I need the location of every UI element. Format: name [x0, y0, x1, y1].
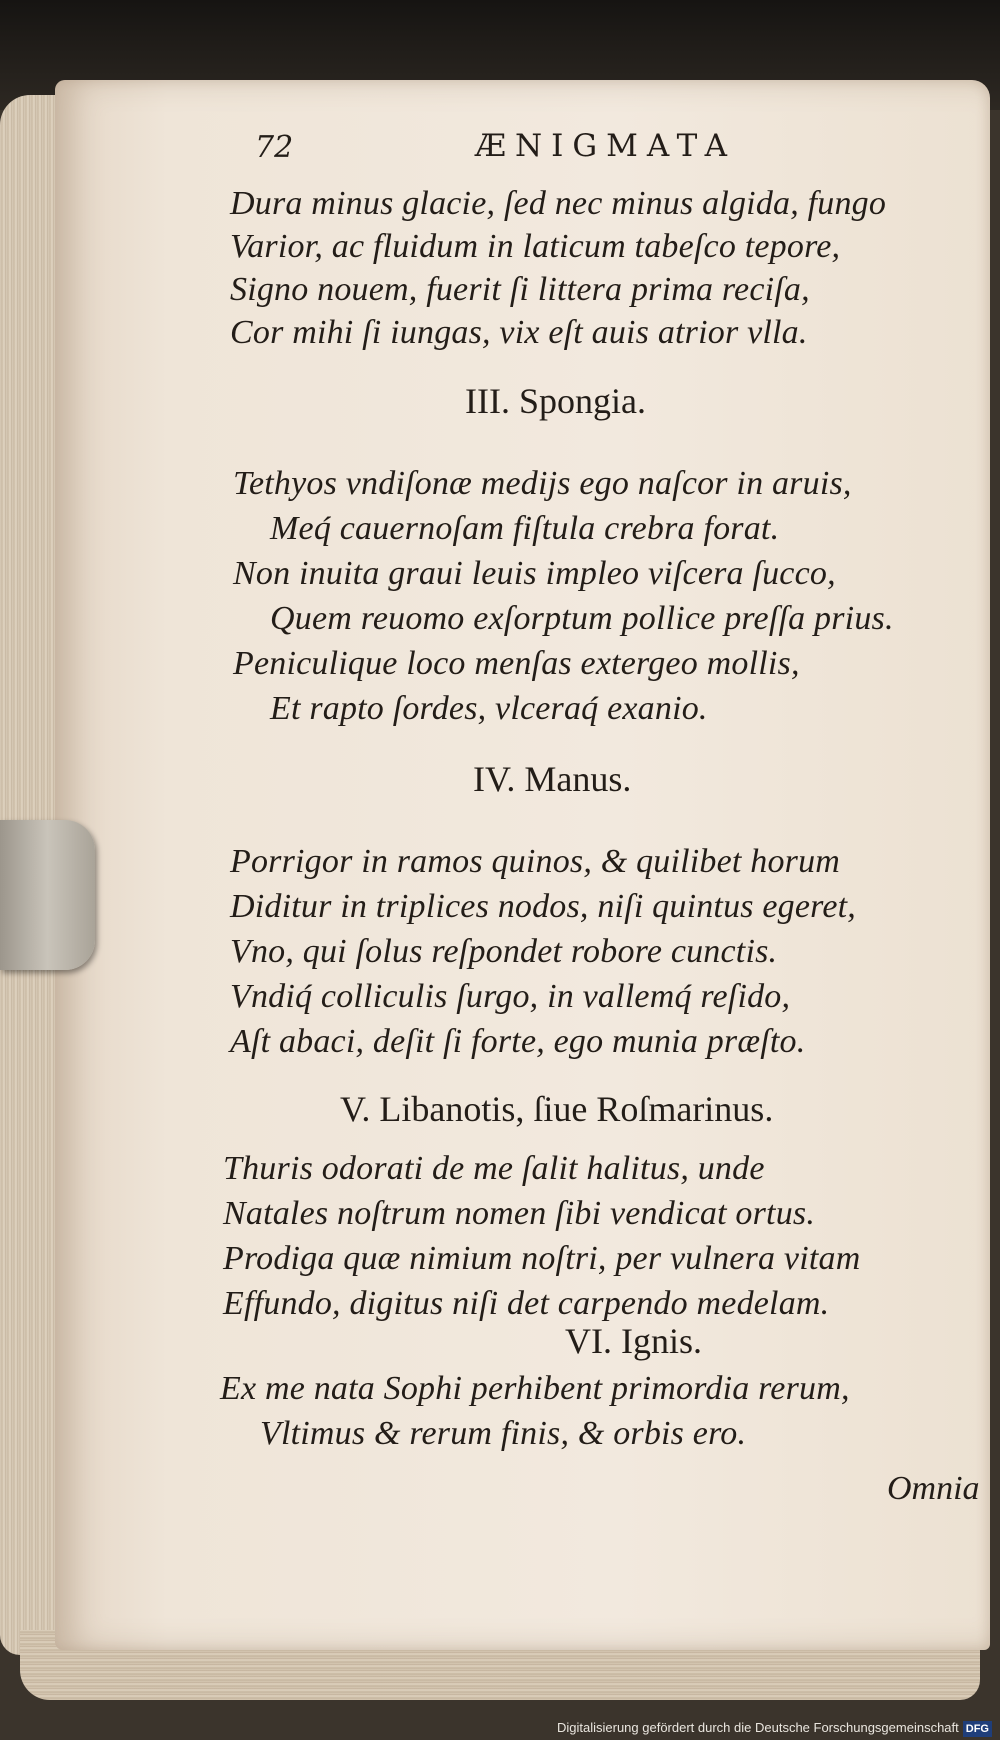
verse-line: Ex me nata Sophi perhibent primordia rerum, — [220, 1370, 850, 1407]
page-number: 72 — [255, 130, 294, 165]
verse-line: Quem reuomo exſorptum pollice preſſa prius. — [270, 600, 894, 637]
verse-line: Signo nouem, fuerit ſi littera prima reciſa, — [230, 271, 810, 308]
digitization-credit — [500, 1716, 1000, 1740]
book-page — [55, 80, 990, 1650]
verse-line: Diditur in triplices nodos, niſi quintus egeret, — [230, 888, 856, 925]
verse-line: Vno, qui ſolus reſpondet robore cunctis. — [230, 933, 778, 970]
verse-line: Et rapto ſordes, vlceraq́ exanio. — [270, 690, 708, 727]
credit-text: Digitalisierung gefördert durch die Deutsche Forschungsgemeinschaft — [556, 1720, 959, 1735]
verse-line: Thuris odorati de me ſalit halitus, unde — [223, 1150, 765, 1187]
running-title: ÆNIGMATA — [475, 128, 736, 164]
dfg-logo: DFG — [963, 1721, 992, 1737]
verse-line: Natales noſtrum nomen ſibi vendicat ortus. — [223, 1195, 816, 1232]
verse-line: Effundo, digitus niſi det carpendo medelam. — [223, 1285, 830, 1322]
verse-line: Meq́ cauernoſam fiſtula crebra forat. — [270, 510, 780, 547]
section-title: IV. Manus. — [473, 759, 632, 799]
verse-line: Tethyos vndiſonæ medijs ego naſcor in aruis, — [233, 465, 852, 502]
bookmark-clip — [0, 820, 95, 970]
verse-line: Vltimus & rerum finis, & orbis ero. — [260, 1415, 747, 1452]
catchword: Omnia — [887, 1470, 980, 1507]
verse-line: Prodiga quæ nimium noſtri, per vulnera vitam — [223, 1240, 861, 1277]
verse-line: Non inuita graui leuis impleo viſcera ſucco, — [233, 555, 836, 592]
verse-line: Peniculique loco menſas extergeo mollis, — [233, 645, 800, 682]
verse-line: Aſt abaci, deſit ſi forte, ego munia præſto. — [230, 1023, 806, 1060]
verse-line: Varior, ac fluidum in laticum tabeſco tepore, — [230, 228, 841, 265]
verse-line: Porrigor in ramos quinos, & quilibet horum — [230, 843, 841, 880]
section-title: III. Spongia. — [465, 381, 646, 421]
verse-line: Vndiq́ colliculis ſurgo, in vallemq́ reſido, — [230, 978, 791, 1015]
verse-line: Cor mihi ſi iungas, vix eſt auis atrior vlla. — [230, 314, 808, 351]
section-title: V. Libanotis, ſiue Roſmarinus. — [340, 1089, 774, 1129]
section-title: VI. Ignis. — [565, 1321, 702, 1361]
verse-line: Dura minus glacie, ſed nec minus algida, fungo — [230, 185, 887, 222]
